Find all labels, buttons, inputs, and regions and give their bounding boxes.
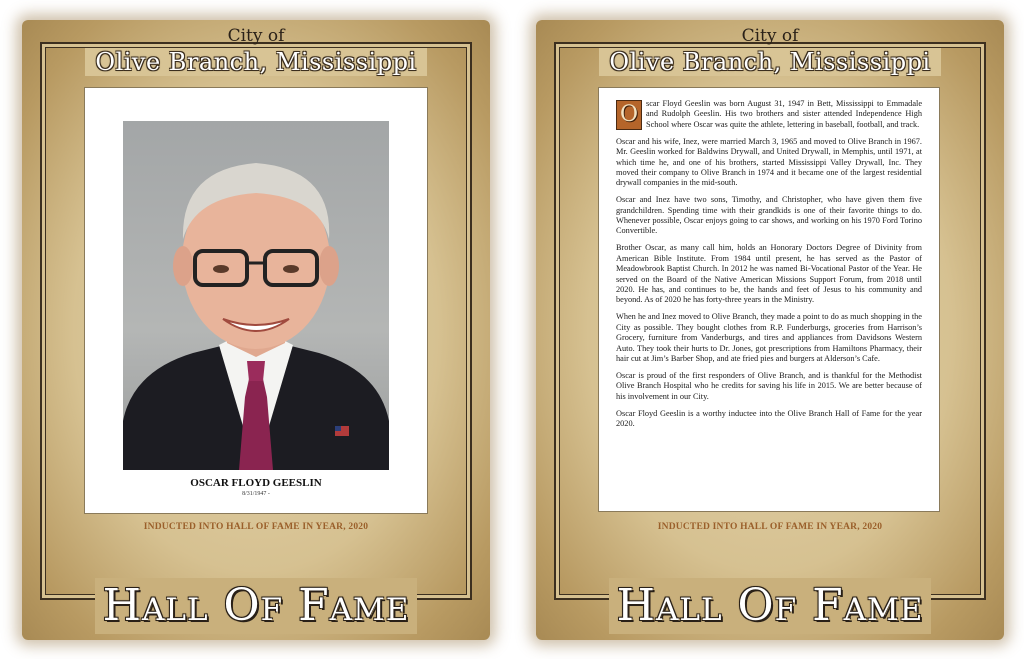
inducted-caption: INDUCTED INTO HALL OF FAME IN YEAR, 2020 — [657, 522, 883, 532]
biography-card — [536, 20, 1004, 640]
person-name: OSCAR FLOYD GEESLIN — [190, 477, 322, 489]
biography-panel — [598, 87, 940, 512]
hall-of-fame-title: Hall Of Fame — [95, 578, 418, 634]
bio-paragraph: Oscar and Inez have two sons, Timothy, and Christopher, who have given them five grandchildren. Spending time with their grandkids is one of their favorite things to do. Whenever possible, Oscar enjoys going to car shows, and working on his 1970 Ford Torino Convertible. — [616, 195, 922, 236]
hall-of-fame-banner — [536, 578, 1004, 634]
city-name-label: Olive Branch, Mississippi — [85, 48, 426, 76]
portrait-card — [22, 20, 490, 640]
city-of-label: City of — [741, 26, 799, 46]
portrait-panel — [84, 87, 428, 514]
hall-of-fame-banner — [22, 578, 490, 634]
city-of-label: City of — [227, 26, 285, 46]
bio-paragraph: Brother Oscar, as many call him, holds an Honorary Doctors Degree of Divinity from American Bible Institute. From 1984 until present, he has served as the Pastor of Meadowbrook Baptist Church. In 2012 he was named Bi-Vocational Pastor of the Year. He served on the Board of the Native American Missions Support Forum, from 2018 until 2020. He has, and continues to be, the hands and feet of Jesus to his community and beyond. As of 2020 he has forty-three years in the Ministry. — [616, 243, 922, 305]
hall-of-fame-title: Hall Of Fame — [609, 578, 932, 634]
bio-paragraph — [616, 99, 922, 130]
bio-paragraph: When he and Inez moved to Olive Branch, they made a point to do as much shopping in the City as possible. They bought clothes from R.P. Funderburgs, groceries from Harrison’s Grocery, furniture from Vanderburgs, and tires and appliances from Davidsons Western Auto. They took their hurts to Dr. Jones, got prescriptions from Hamiltons Pharmacy, their hair cut at Jim’s Barber Shop, and ate fried pies and burgers at Alderson’s Cafe. — [616, 312, 922, 363]
inducted-caption: INDUCTED INTO HALL OF FAME IN YEAR, 2020 — [143, 522, 369, 532]
city-header — [556, 26, 984, 76]
bio-paragraph: Oscar is proud of the first responders of Olive Branch, and is thankful for the Methodist Olive Branch Hospital who he credits for saving his life in 2015. We are better because of his involvement in our City. — [616, 370, 922, 401]
dropcap-letter: O — [616, 100, 642, 130]
bio-paragraph-text: scar Floyd Geeslin was born August 31, 1947 in Bett, Mississippi to Emmadale and Rudolph Geeslin. His two brothers and sister attended Independence High School where Oscar was quite the athlete, lettering in baseball, football, and track. — [646, 99, 922, 129]
city-header — [42, 26, 470, 76]
bio-paragraph: Oscar and his wife, Inez, were married March 3, 1965 and moved to Olive Branch in 1967. Mr. Geeslin worked for Baldwins Drywall, and United Drywall, in Memphis, until 1971, at which time he, and one of his brothers, started Mississippi Valley Drywall, Inc. They moved their company to Olive Branch in 1974 and it became one of the largest residential drywall companies in the mid-south. — [616, 136, 922, 188]
portrait-illustration — [123, 121, 389, 470]
city-name-label: Olive Branch, Mississippi — [599, 48, 940, 76]
bio-paragraph: Oscar Floyd Geeslin is a worthy inductee into the Olive Branch Hall of Fame for the year 2020. — [616, 408, 922, 428]
person-dates: 8/31/1947 - — [242, 491, 270, 497]
portrait-photo — [123, 121, 389, 470]
